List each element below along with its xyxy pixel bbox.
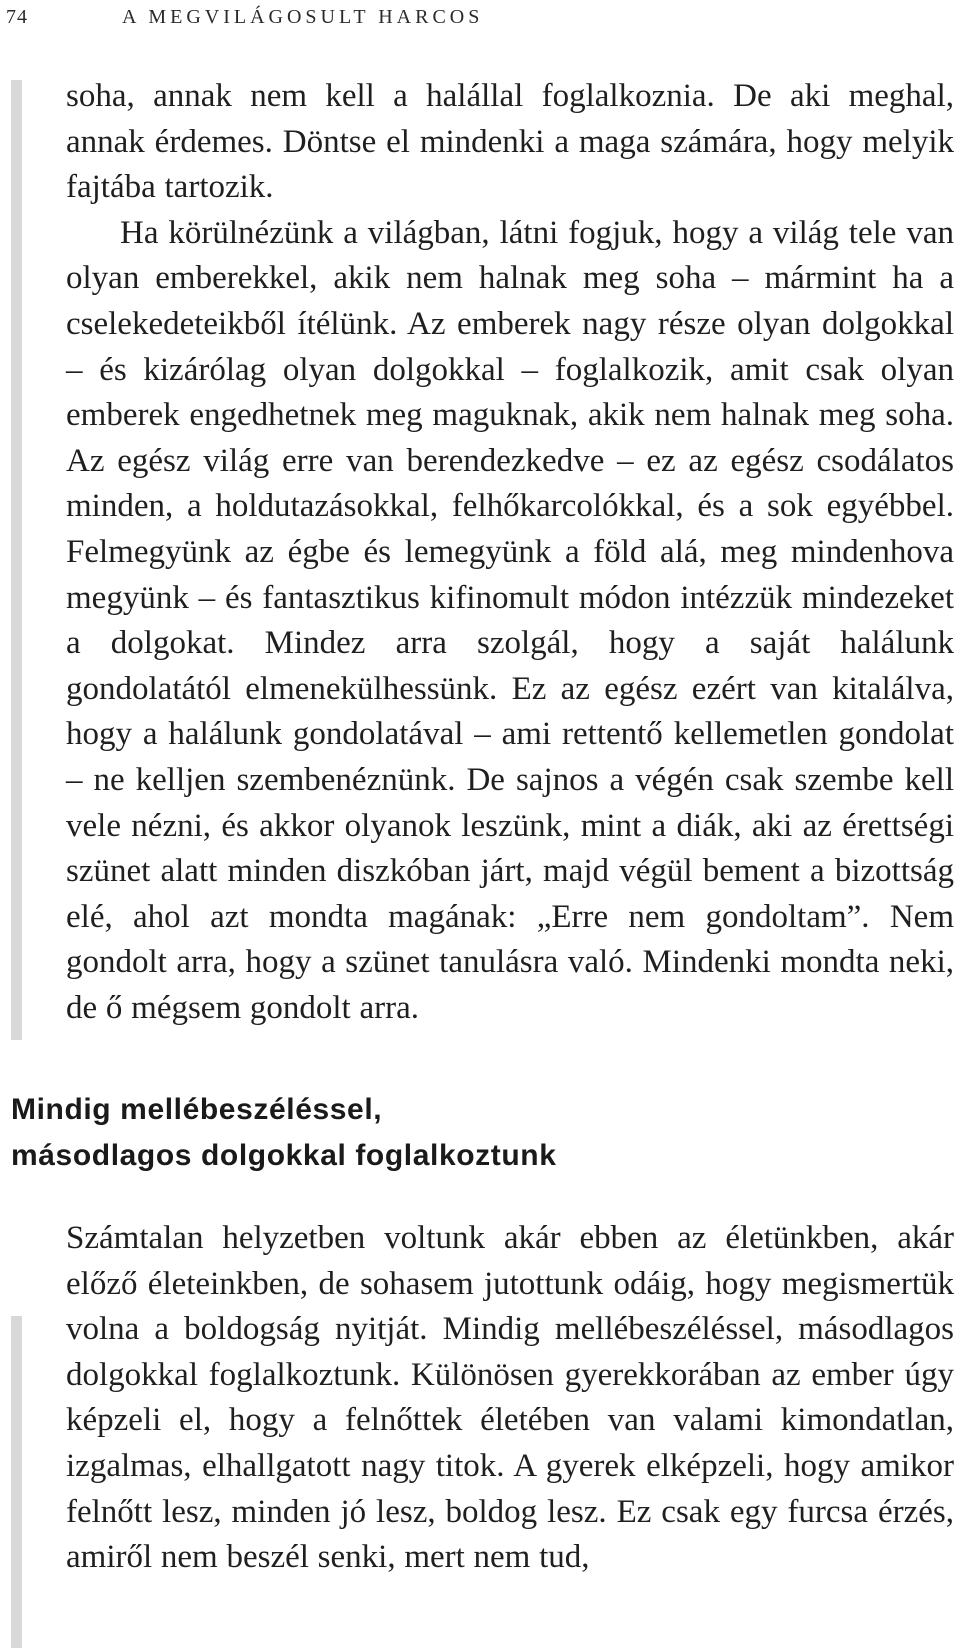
margin-bar	[11, 80, 22, 1040]
page-number: 74	[6, 6, 28, 28]
heading-line-1: Mindig mellébeszéléssel,	[11, 1093, 383, 1126]
margin-bar	[11, 1316, 22, 1648]
book-title: A MEGVILÁGOSULT HARCOS	[122, 6, 484, 28]
running-head	[0, 3, 960, 31]
section-heading	[11, 1087, 911, 1179]
paragraph: soha, annak nem kell a halállal foglalkoznia. De aki meghal, annak érdemes. Döntse el mindenki a maga számára, hogy melyik fajtába tartozik.	[66, 78, 954, 206]
text-block-1	[66, 74, 954, 1031]
paragraph: Ha körülnézünk a világban, látni fogjuk, hogy a világ tele van olyan emberekkel, akik nem halnak meg soha – mármint ha a cselekedeteikből ítélünk. Az emberek nagy része olyan dolgokkal – és kizárólag olyan dolgokkal – foglalkozik, amit csak olyan emberek engedhetnek meg maguknak, akik nem halnak meg soha. Az egész világ erre van berendezkedve – ez az egész csodálatos minden, a holdutazásokkal, felhőkarcolókkal, és a sok egyébbel. Felmegyünk az égbe és lemegyünk a föld alá, meg mindenhova megyünk – és fantasztikus kifinomult módon intézzük mindezeket a dolgokat. Mindez arra szolgál, hogy a saját halálunk gondolatától elmenekülhessünk. Ez az egész ezért van kitalálva, hogy a halálunk gondolatával – ami rettentő kellemetlen gondolat – ne kelljen szembenéznünk. De sajnos a végén csak szembe kell vele nézni, és akkor olyanok leszünk, mint a diák, aki az érettségi szünet alatt minden diszkóban járt, majd végül bement a bizottság elé, ahol azt mondta magának: „Erre nem gondoltam”. Nem gondolt arra, hogy a szünet tanulásra való. Mindenki mondta neki, de ő mégsem gondolt arra.	[66, 214, 954, 1026]
paragraph: Számtalan helyzetben voltunk akár ebben az életünkben, akár előző életeinkben, de sohasem jutottunk odáig, hogy megismertük volna a boldogság nyitját. Mindig mellébeszéléssel, másodlagos dolgokkal foglalkoztunk. Különösen gyerekkorában az ember úgy képzeli el, hogy a felnőttek életében van valami kimondatlan, izgalmas, elhallgatott nagy titok. A gyerek elképzeli, hogy amikor felnőtt lesz, minden jó lesz, boldog lesz. Ez csak egy furcsa érzés, amiről nem beszél senki, mert nem tud,	[66, 1220, 954, 1576]
heading-line-2: másodlagos dolgokkal foglalkoztunk	[11, 1139, 557, 1172]
text-block-2	[66, 1216, 954, 1581]
